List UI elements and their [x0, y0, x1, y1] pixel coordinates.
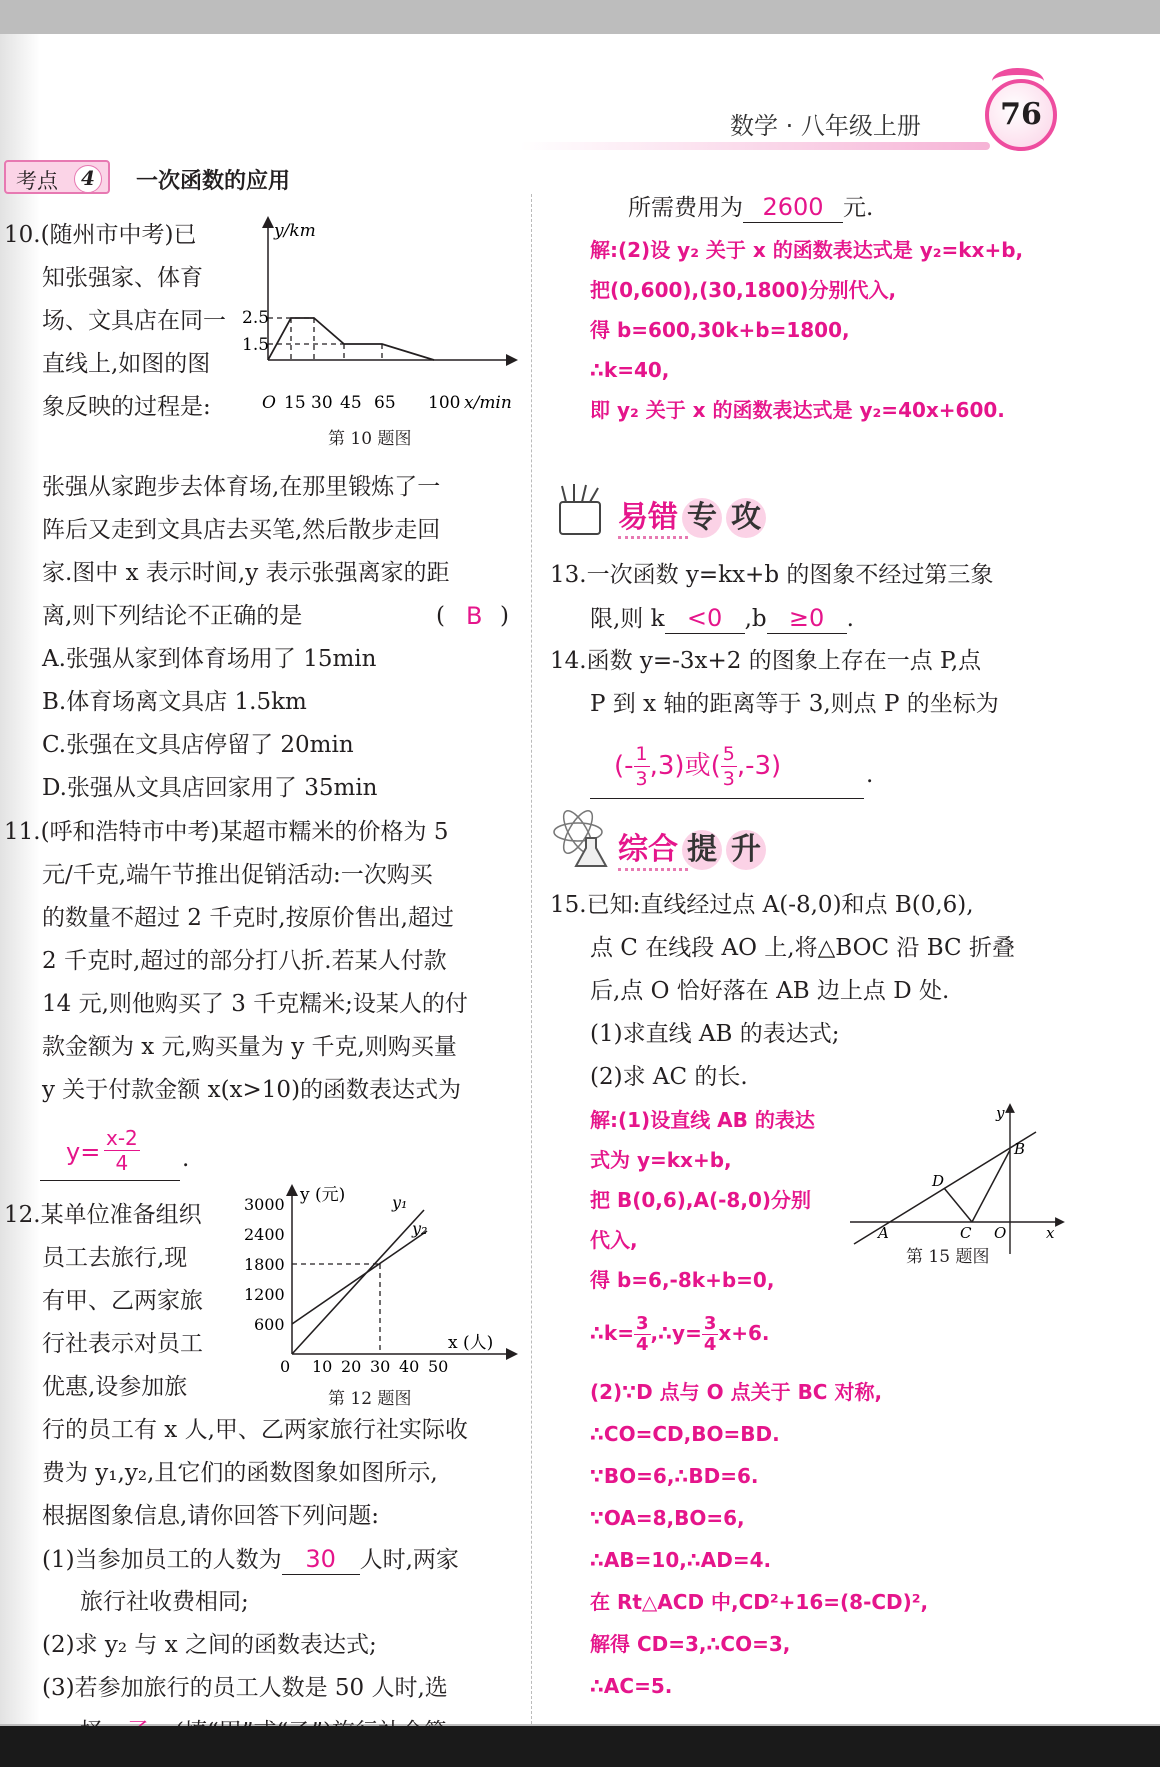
- q12-xtick: 50: [428, 1357, 449, 1376]
- q10-ylabel: y/km: [274, 221, 316, 241]
- q12-line: 员工去旅行,现: [42, 1245, 188, 1271]
- q11-answer-den: 4: [115, 1151, 129, 1175]
- q10-line: 家.图中 x 表示时间,y 表示张强离家的距: [42, 560, 450, 586]
- q15-line: 后,点 O 恰好落在 AB 边上点 D 处.: [590, 978, 950, 1004]
- q10-line: 场、文具店在同一: [42, 308, 226, 334]
- q10-line: 阵后又走到文具店去买笔,然后散步走回: [42, 517, 441, 543]
- q14-line: 14.函数 y=-3x+2 的图象上存在一点 P,点: [550, 648, 982, 674]
- q15-k2-frac: [702, 1314, 719, 1355]
- q10-line: 知张强家、体育: [42, 265, 203, 291]
- q11-answer-num: x-2: [106, 1126, 138, 1150]
- q15-solution-line: ∴AC=5.: [590, 1674, 673, 1698]
- q10-ytick: 1.5: [242, 335, 270, 355]
- q10-xlabel: x/min: [464, 393, 512, 413]
- q12-part1: [42, 1544, 459, 1575]
- q15-line: 15.已知:直线经过点 A(-8,0)和点 B(0,6),: [550, 892, 974, 918]
- workbook-page: [0, 34, 1160, 1724]
- q11-line: y 关于付款金额 x(x>10)的函数表达式为: [42, 1077, 462, 1103]
- pencil-cup-icon: [552, 482, 608, 538]
- q10-option: D.张强从文具店回家用了 35min: [42, 775, 378, 801]
- q10-caption: 第 10 题图: [328, 429, 412, 449]
- section-yicuo-title: [618, 492, 766, 538]
- q11-line: 14 元,则他购买了 3 千克糯米;设某人的付: [42, 991, 468, 1017]
- q10-line: 张强从家跑步去体育场,在那里锻炼了一: [42, 474, 441, 500]
- q10-xtick: 65: [374, 393, 396, 413]
- q15-k-num: 3: [635, 1313, 649, 1334]
- q10-bracket-close: ): [500, 603, 509, 629]
- q12-line: 12.某单位准备组织: [4, 1202, 202, 1228]
- q14-ans-b: ,3)或(: [649, 751, 721, 781]
- q15-label-C: C: [960, 1224, 972, 1242]
- q12-series-label: y₂: [412, 1219, 428, 1238]
- q14-end: .: [866, 762, 874, 788]
- page-binding-shadow: [0, 34, 40, 1724]
- q15-solution-line: 解:(1)设直线 AB 的表达: [590, 1108, 815, 1132]
- q12-part3: (3)若参加旅行的员工人数是 50 人时,选: [42, 1675, 448, 1701]
- q15-k-pre: ∴k=: [590, 1321, 634, 1345]
- q14-line: P 到 x 轴的距离等于 3,则点 P 的坐标为: [590, 691, 999, 717]
- q10-xtick: 15: [284, 393, 306, 413]
- q10-line: 直线上,如图的图: [42, 351, 211, 377]
- q10-option: C.张强在文具店停留了 20min: [42, 732, 354, 758]
- q12-part2: (2)求 y₂ 与 x 之间的函数表达式;: [42, 1632, 377, 1658]
- q15-solution-line: 把 B(0,6),A(-8,0)分别: [590, 1188, 812, 1212]
- q15-solution-line: 得 b=6,-8k+b=0,: [590, 1268, 775, 1292]
- q10-graph: [244, 216, 519, 416]
- q14-frac2-num: 5: [722, 743, 735, 765]
- q10-line: 象反映的过程是:: [42, 394, 211, 420]
- q15-k-mid: ,∴y=: [650, 1321, 702, 1345]
- q15-k-frac: [634, 1314, 651, 1355]
- q10-line: 10.(随州市中考)已: [4, 222, 197, 248]
- header-divider: [520, 142, 990, 150]
- q14-answer-blank: [590, 734, 864, 799]
- q14-frac1-num: 1: [635, 743, 648, 765]
- section-zonghe-part-b1: 提: [682, 830, 722, 870]
- q15-solution-line: ∴AB=10,∴AD=4.: [590, 1548, 772, 1572]
- q12-line: 有甲、乙两家旅: [42, 1288, 203, 1314]
- q12-ytick: 2400: [244, 1225, 285, 1244]
- section-yicuo-part-a: 易错: [618, 500, 678, 535]
- q15-k-end: x+6.: [718, 1321, 770, 1345]
- q15-label-x: x: [1046, 1224, 1055, 1242]
- q15-k2-den: 4: [703, 1334, 717, 1355]
- q15-label-B: B: [1014, 1140, 1026, 1158]
- q10-origin: O: [262, 393, 276, 413]
- q12-part3-cont: [628, 192, 873, 223]
- q12-solution-line: 得 b=600,30k+b=1800,: [590, 318, 850, 342]
- q15-line: (2)求 AC 的长.: [590, 1064, 748, 1090]
- q12-line: 根据图象信息,请你回答下列问题:: [42, 1503, 380, 1529]
- q13-end: .: [846, 606, 854, 632]
- q13-line2: [590, 603, 854, 634]
- q12-part1-pre: (1)当参加员工的人数为: [42, 1547, 282, 1573]
- q11-line: 11.(呼和浩特市中考)某超市糯米的价格为 5: [4, 819, 449, 845]
- section-zonghe-dots: [618, 868, 688, 871]
- q12-origin: 0: [280, 1357, 291, 1376]
- q12-xtick: 30: [370, 1357, 391, 1376]
- q15-caption: 第 15 题图: [906, 1247, 990, 1267]
- q12-cost-answer: 2600: [743, 192, 843, 223]
- q12-ytick: 600: [254, 1315, 285, 1334]
- q11-end: .: [182, 1146, 190, 1172]
- q10-answer: B: [466, 602, 483, 630]
- section-yicuo-dots: [618, 536, 688, 539]
- q14-frac2-den: 3: [722, 768, 735, 790]
- q12-series-y1: [292, 1210, 424, 1354]
- q15-label-A: A: [878, 1224, 889, 1242]
- q12-solution-line: 解:(2)设 y₂ 关于 x 的函数表达式是 y₂=kx+b,: [590, 238, 1024, 262]
- q12-part1-answer: 30: [282, 1544, 360, 1575]
- q12-series-y2: [292, 1231, 427, 1324]
- q15-solution-line: ∵OA=8,BO=6,: [590, 1506, 745, 1530]
- kaodian-number: 4: [74, 165, 102, 193]
- q12-solution-line: ∴k=40,: [590, 358, 670, 382]
- q10-xtick: 30: [311, 393, 333, 413]
- q12-xtick: 10: [312, 1357, 333, 1376]
- q12-solution-line: 即 y₂ 关于 x 的函数表达式是 y₂=40x+600.: [590, 398, 1005, 422]
- kaodian-label: 考点: [16, 169, 58, 193]
- atom-flask-icon: [552, 808, 610, 870]
- q10-option: A.张强从家到体育场用了 15min: [42, 646, 377, 672]
- q10-ytick: 2.5: [242, 308, 270, 328]
- q15-label-y: y: [996, 1104, 1005, 1122]
- q10-xtick: 45: [340, 393, 362, 413]
- q12-xtick: 40: [399, 1357, 420, 1376]
- q11-line: 元/千克,端午节推出促销活动:一次购买: [42, 862, 433, 888]
- q12-part1-line2: 旅行社收费相同;: [80, 1589, 249, 1615]
- q15-graph: [846, 1104, 1066, 1244]
- q12-xlabel: x (人): [448, 1333, 494, 1353]
- q15-line: 点 C 在线段 AO 上,将△BOC 沿 BC 折叠: [590, 935, 1015, 961]
- q12-ytick: 1800: [244, 1255, 285, 1274]
- column-divider: [531, 194, 532, 1734]
- header-subject: 数学 · 八年级上册: [730, 112, 921, 140]
- page-number-badge: 76: [985, 79, 1057, 151]
- q13-mid: ,b: [744, 606, 767, 632]
- q12-part1-post: 人时,两家: [359, 1547, 459, 1573]
- section-zonghe-part-b2: 升: [726, 830, 766, 870]
- q12-ylabel: y (元): [300, 1185, 346, 1205]
- q10-xtick: 100: [428, 393, 461, 413]
- q12-ytick: 1200: [244, 1285, 285, 1304]
- q14-answer: [614, 742, 781, 791]
- q15-label-D: D: [932, 1172, 945, 1190]
- q11-line: 款金额为 x 元,购买量为 y 千克,则购买量: [42, 1034, 457, 1060]
- bottom-bar: [0, 1726, 1160, 1767]
- q12-caption: 第 12 题图: [328, 1389, 412, 1409]
- q13-answer-b: ≥0: [767, 603, 847, 634]
- q12-line: 优惠,设参加旅: [42, 1374, 188, 1400]
- q15-solution-line: (2)∵D 点与 O 点关于 BC 对称,: [590, 1380, 883, 1404]
- q15-solution-line: 在 Rt△ACD 中,CD²+16=(8-CD)²,: [590, 1590, 929, 1614]
- q12-ytick: 3000: [244, 1195, 285, 1214]
- section-yicuo-part-b1: 专: [682, 498, 722, 538]
- q10-bracket-open: (: [436, 603, 445, 629]
- q15-k-den: 4: [635, 1334, 649, 1355]
- q14-ans-a: (-: [614, 751, 634, 781]
- section-zonghe-part-a: 综合: [618, 832, 678, 867]
- q12-cost-pre: 所需费用为: [628, 195, 743, 221]
- q15-k2-num: 3: [703, 1313, 717, 1334]
- q12-line: 行社表示对员工: [42, 1331, 203, 1357]
- q13-answer-k: <0: [665, 603, 745, 634]
- section-yicuo-part-b2: 攻: [726, 498, 766, 538]
- section-zonghe-title: [618, 824, 766, 870]
- q12-series-label: y₁: [392, 1193, 408, 1212]
- q15-solution-line: 式为 y=kx+b,: [590, 1148, 732, 1172]
- q11-line: 2 千克时,超过的部分打八折.若某人付款: [42, 948, 447, 974]
- kaodian-tag: [4, 160, 110, 194]
- q12-cost-post: 元.: [843, 195, 874, 221]
- q15-solution-line: ∵BO=6,∴BD=6.: [590, 1464, 759, 1488]
- q13-pre: 限,则 k: [590, 606, 665, 632]
- kaodian-title: 一次函数的应用: [136, 169, 291, 194]
- q10-graph-line: [268, 318, 434, 360]
- q12-solution-line: 把(0,600),(30,1800)分别代入,: [590, 278, 897, 302]
- q12-xtick: 20: [341, 1357, 362, 1376]
- q11-answer-lhs: y=: [66, 1138, 101, 1166]
- q12-line: 行的员工有 x 人,甲、乙两家旅行社实际收: [42, 1417, 468, 1443]
- q13-line: 13.一次函数 y=kx+b 的图象不经过第三象: [550, 562, 994, 588]
- q15-label-O: O: [994, 1224, 1007, 1242]
- q14-frac2: [721, 742, 737, 791]
- q10-option: B.体育场离文具店 1.5km: [42, 689, 307, 715]
- q12-graph: [242, 1186, 522, 1386]
- q11-line: 的数量不超过 2 千克时,按原价售出,超过: [42, 905, 454, 931]
- q15-solution-k: [590, 1314, 770, 1355]
- q14-ans-c: ,-3): [736, 751, 782, 781]
- q14-frac1-den: 3: [635, 768, 648, 790]
- q10-line: 离,则下列结论不正确的是: [42, 603, 303, 629]
- q11-answer-frac: [104, 1126, 140, 1175]
- q15-solution-line: ∴CO=CD,BO=BD.: [590, 1422, 780, 1446]
- q15-solution-line: 代入,: [590, 1228, 638, 1252]
- q15-solution-line: 解得 CD=3,∴CO=3,: [590, 1632, 791, 1656]
- q12-line: 费为 y₁,y₂,且它们的函数图象如图所示,: [42, 1460, 438, 1486]
- q11-answer-blank: [40, 1124, 180, 1181]
- q14-frac1: [634, 742, 650, 791]
- q15-line: (1)求直线 AB 的表达式;: [590, 1021, 840, 1047]
